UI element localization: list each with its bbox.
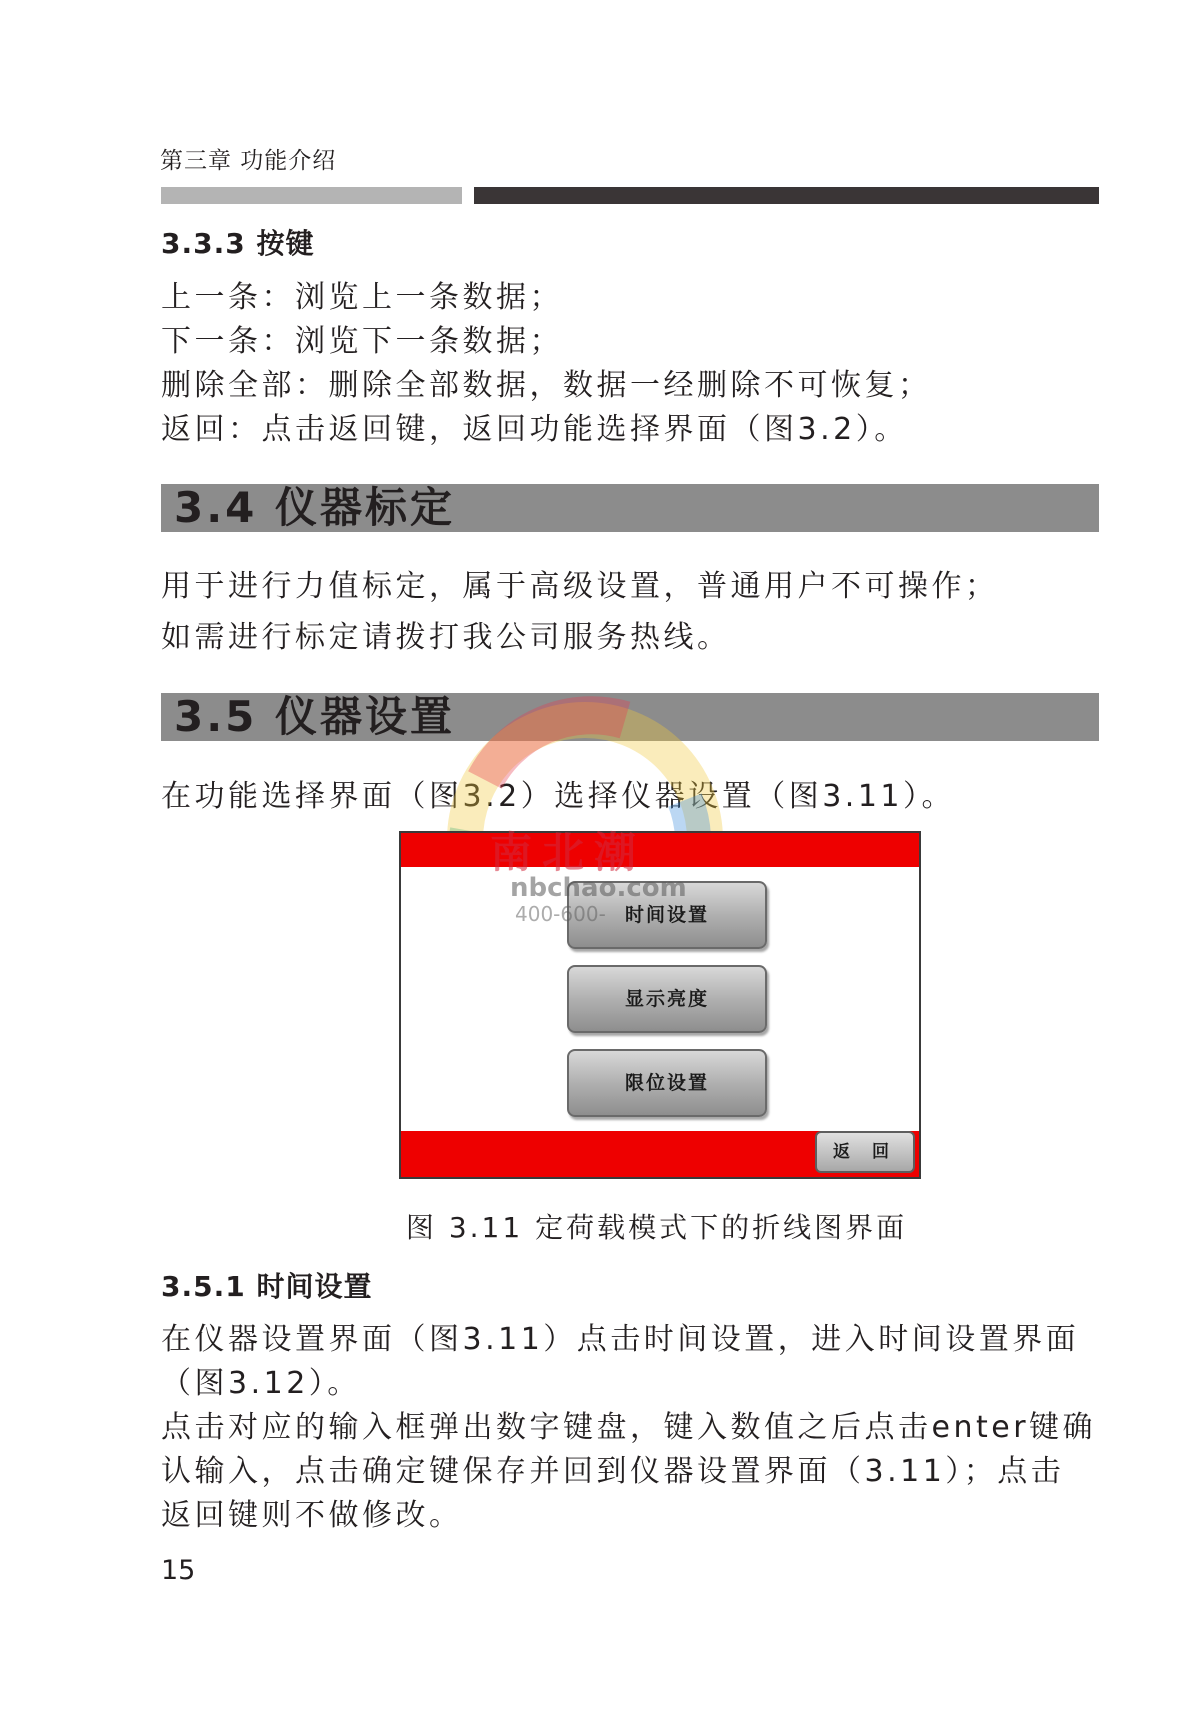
s351-line-5: 返回键则不做修改。 <box>161 1498 463 1533</box>
display-brightness-button[interactable]: 显示亮度 <box>567 965 767 1033</box>
s351-line-1: 在仪器设置界面（图3.11）点击时间设置，进入时间设置界面 <box>161 1322 1080 1357</box>
s333-line-2: 下一条：浏览下一条数据； <box>161 324 563 359</box>
section-3-3-3-title: 3.3.3 按键 <box>161 227 315 260</box>
s34-line-1: 用于进行力值标定，属于高级设置，普通用户不可操作； <box>161 569 999 604</box>
chapter-heading: 第三章 功能介绍 <box>160 148 337 174</box>
time-settings-button[interactable]: 时间设置 <box>567 881 767 949</box>
s333-line-4: 返回：点击返回键，返回功能选择界面（图3.2）。 <box>161 412 908 447</box>
limit-settings-button[interactable]: 限位设置 <box>567 1049 767 1117</box>
watermark-phone: 400-600- <box>515 902 606 926</box>
section-3-5-title: 3.5 仪器设置 <box>174 692 456 741</box>
watermark-domain: nbchao.com <box>510 873 687 903</box>
s351-line-2: （图3.12）。 <box>161 1366 361 1401</box>
s333-line-3: 删除全部：删除全部数据，数据一经删除不可恢复； <box>161 368 932 403</box>
s35-intro: 在功能选择界面（图3.2）选择仪器设置（图3.11）。 <box>161 779 956 814</box>
s34-line-2: 如需进行标定请拨打我公司服务热线。 <box>161 620 731 655</box>
header-bar-light <box>161 187 462 204</box>
screen-top-bar <box>401 833 919 867</box>
page-number: 15 <box>161 1555 196 1586</box>
header-bar-dark <box>474 187 1099 204</box>
back-button[interactable]: 返 回 <box>815 1131 915 1173</box>
s351-line-3: 点击对应的输入框弹出数字键盘，键入数值之后点击enter键确 <box>161 1410 1097 1445</box>
s351-line-4: 认输入，点击确定键保存并回到仪器设置界面（3.11）；点击 <box>161 1454 1065 1489</box>
figure-caption: 图 3.11 定荷载模式下的折线图界面 <box>405 1211 908 1244</box>
watermark-name: 南北潮 <box>490 828 647 877</box>
s333-line-1: 上一条：浏览上一条数据； <box>161 280 563 315</box>
section-3-4-title: 3.4 仪器标定 <box>174 483 456 532</box>
screen-bottom-bar <box>401 1131 919 1177</box>
section-3-5-1-title: 3.5.1 时间设置 <box>161 1270 373 1303</box>
